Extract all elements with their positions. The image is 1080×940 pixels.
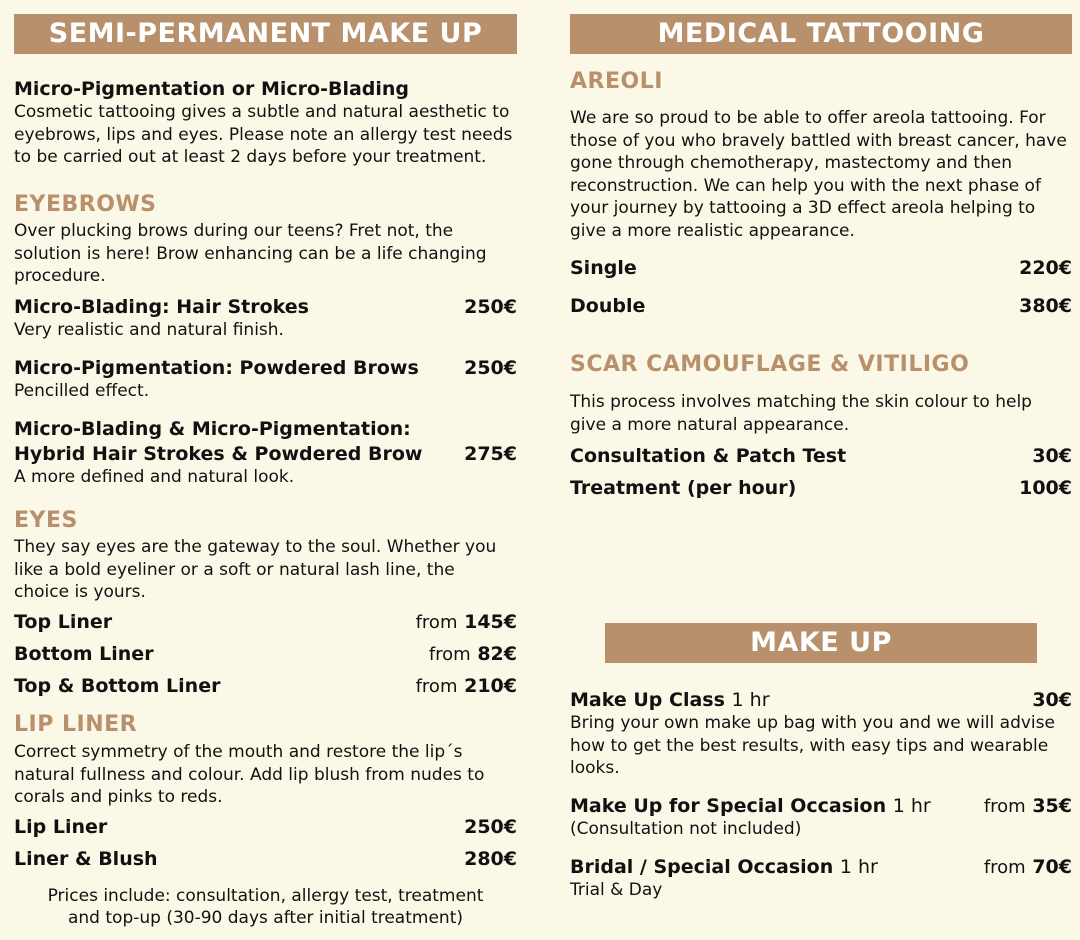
- item-price: 30€: [1032, 445, 1072, 467]
- item-name: Make Up Class: [570, 689, 725, 711]
- item-price: 35€: [1032, 795, 1072, 817]
- from-label: from: [983, 796, 1026, 817]
- areoli-text: We are so proud to be able to offer areola tattooing. For those of you who bravely battled with breast cancer, have gone through chemotherapy, mastectomy and then reconstruction. We can help you with the next phase of your journey by tattooing a 3D effect areola helping to give a more realistic appearance.: [570, 108, 1067, 241]
- price-row-lip-liner: [14, 815, 517, 839]
- price-row-bottom-liner: [14, 642, 517, 666]
- item-desc: Very realistic and natural finish.: [14, 320, 284, 340]
- item-name-line2: Hybrid Hair Strokes & Powdered Brow: [14, 443, 423, 465]
- item-price: 275€: [464, 443, 517, 465]
- item-price: 70€: [1032, 856, 1072, 878]
- item-name: Single: [570, 257, 637, 279]
- prices-note-line2: and top-up (30-90 days after initial treatment): [67, 908, 463, 928]
- item-name: Micro-Pigmentation: Powdered Brows: [14, 357, 419, 379]
- price-row-bridal: [570, 855, 1072, 879]
- make-up-banner: MAKE UP: [605, 623, 1037, 663]
- eyes-title: EYES: [14, 508, 78, 533]
- item-price: 145€: [464, 611, 517, 633]
- item-desc: Trial & Day: [570, 880, 663, 900]
- item-name: Double: [570, 295, 646, 317]
- lip-liner-title: LIP LINER: [14, 712, 138, 737]
- item-duration: 1 hr: [839, 856, 878, 878]
- from-label: from: [983, 857, 1026, 878]
- item-price: 380€: [1019, 295, 1072, 317]
- from-label: from: [428, 644, 471, 665]
- from-label: from: [415, 676, 458, 697]
- eyebrows-title: EYEBROWS: [14, 192, 157, 217]
- item-price: 30€: [1032, 689, 1072, 711]
- price-row-make-up-class: [570, 688, 1072, 712]
- item-name: Top Liner: [14, 611, 113, 633]
- item-price: 100€: [1019, 477, 1072, 499]
- medical-tattooing-banner: MEDICAL TATTOOING: [570, 14, 1072, 54]
- price-row-micropigmentation: [14, 356, 517, 380]
- scar-camouflage-title: SCAR CAMOUFLAGE & VITILIGO: [570, 352, 970, 377]
- eyebrows-text: Over plucking brows during our teens? Fret not, the solution is here! Brow enhancing can be a life changing procedure.: [14, 221, 487, 286]
- item-name: Liner & Blush: [14, 848, 158, 870]
- price-row-special-occasion: [570, 794, 1072, 818]
- price-row-hybrid-line1: [14, 417, 517, 441]
- item-price: 250€: [464, 296, 517, 318]
- price-row-hybrid: [14, 442, 517, 466]
- prices-note-line1: Prices include: consultation, allergy test, treatment: [47, 886, 484, 906]
- price-row-microblading: [14, 295, 517, 319]
- semi-permanent-banner: SEMI-PERMANENT MAKE UP: [14, 14, 517, 54]
- intro-title: Micro-Pigmentation or Micro-Blading: [14, 78, 410, 100]
- eyes-text: They say eyes are the gateway to the soul. Whether you like a bold eyeliner or a soft or natural lash line, the choice is yours.: [14, 537, 497, 602]
- price-row-top-liner: [14, 610, 517, 634]
- item-desc: A more defined and natural look.: [14, 467, 295, 487]
- item-desc: (Consultation not included): [570, 819, 802, 839]
- item-name: Make Up for Special Occasion: [570, 795, 887, 817]
- lip-liner-text: Correct symmetry of the mouth and restore the lip´s natural fullness and colour. Add lip blush from nudes to corals and pinks to reds.: [14, 742, 485, 807]
- price-row-single: [570, 256, 1072, 280]
- areoli-title: AREOLI: [570, 69, 663, 94]
- item-price: 220€: [1019, 257, 1072, 279]
- item-name: Top & Bottom Liner: [14, 675, 221, 697]
- scar-camouflage-text: This process involves matching the skin colour to help give a more natural appearance.: [570, 392, 1032, 435]
- item-price: 82€: [477, 643, 517, 665]
- item-price: 250€: [464, 357, 517, 379]
- price-row-treatment: [570, 476, 1072, 500]
- price-row-liner-blush: [14, 847, 517, 871]
- price-row-consultation: [570, 444, 1072, 468]
- item-name: Treatment (per hour): [570, 477, 797, 499]
- from-label: from: [415, 612, 458, 633]
- item-price: 280€: [464, 848, 517, 870]
- item-price: 210€: [464, 675, 517, 697]
- item-name: Bottom Liner: [14, 643, 154, 665]
- item-name-line1: Micro-Blading & Micro-Pigmentation:: [14, 418, 411, 440]
- item-desc: Pencilled effect.: [14, 381, 150, 401]
- item-desc: Bring your own make up bag with you and we will advise how to get the best results, with easy tips and wearable looks.: [570, 713, 1055, 778]
- item-name: Consultation & Patch Test: [570, 445, 847, 467]
- price-row-top-bottom-liner: [14, 674, 517, 698]
- intro-text: Cosmetic tattooing gives a subtle and natural aesthetic to eyebrows, lips and eyes. Please note an allergy test needs to be carried out at least 2 days before your treatment.: [14, 102, 513, 167]
- item-name: Bridal / Special Occasion: [570, 856, 834, 878]
- item-name: Micro-Blading: Hair Strokes: [14, 296, 309, 318]
- item-name: Lip Liner: [14, 816, 108, 838]
- item-price: 250€: [464, 816, 517, 838]
- item-duration: 1 hr: [892, 795, 931, 817]
- item-duration: 1 hr: [731, 689, 770, 711]
- price-row-double: [570, 294, 1072, 318]
